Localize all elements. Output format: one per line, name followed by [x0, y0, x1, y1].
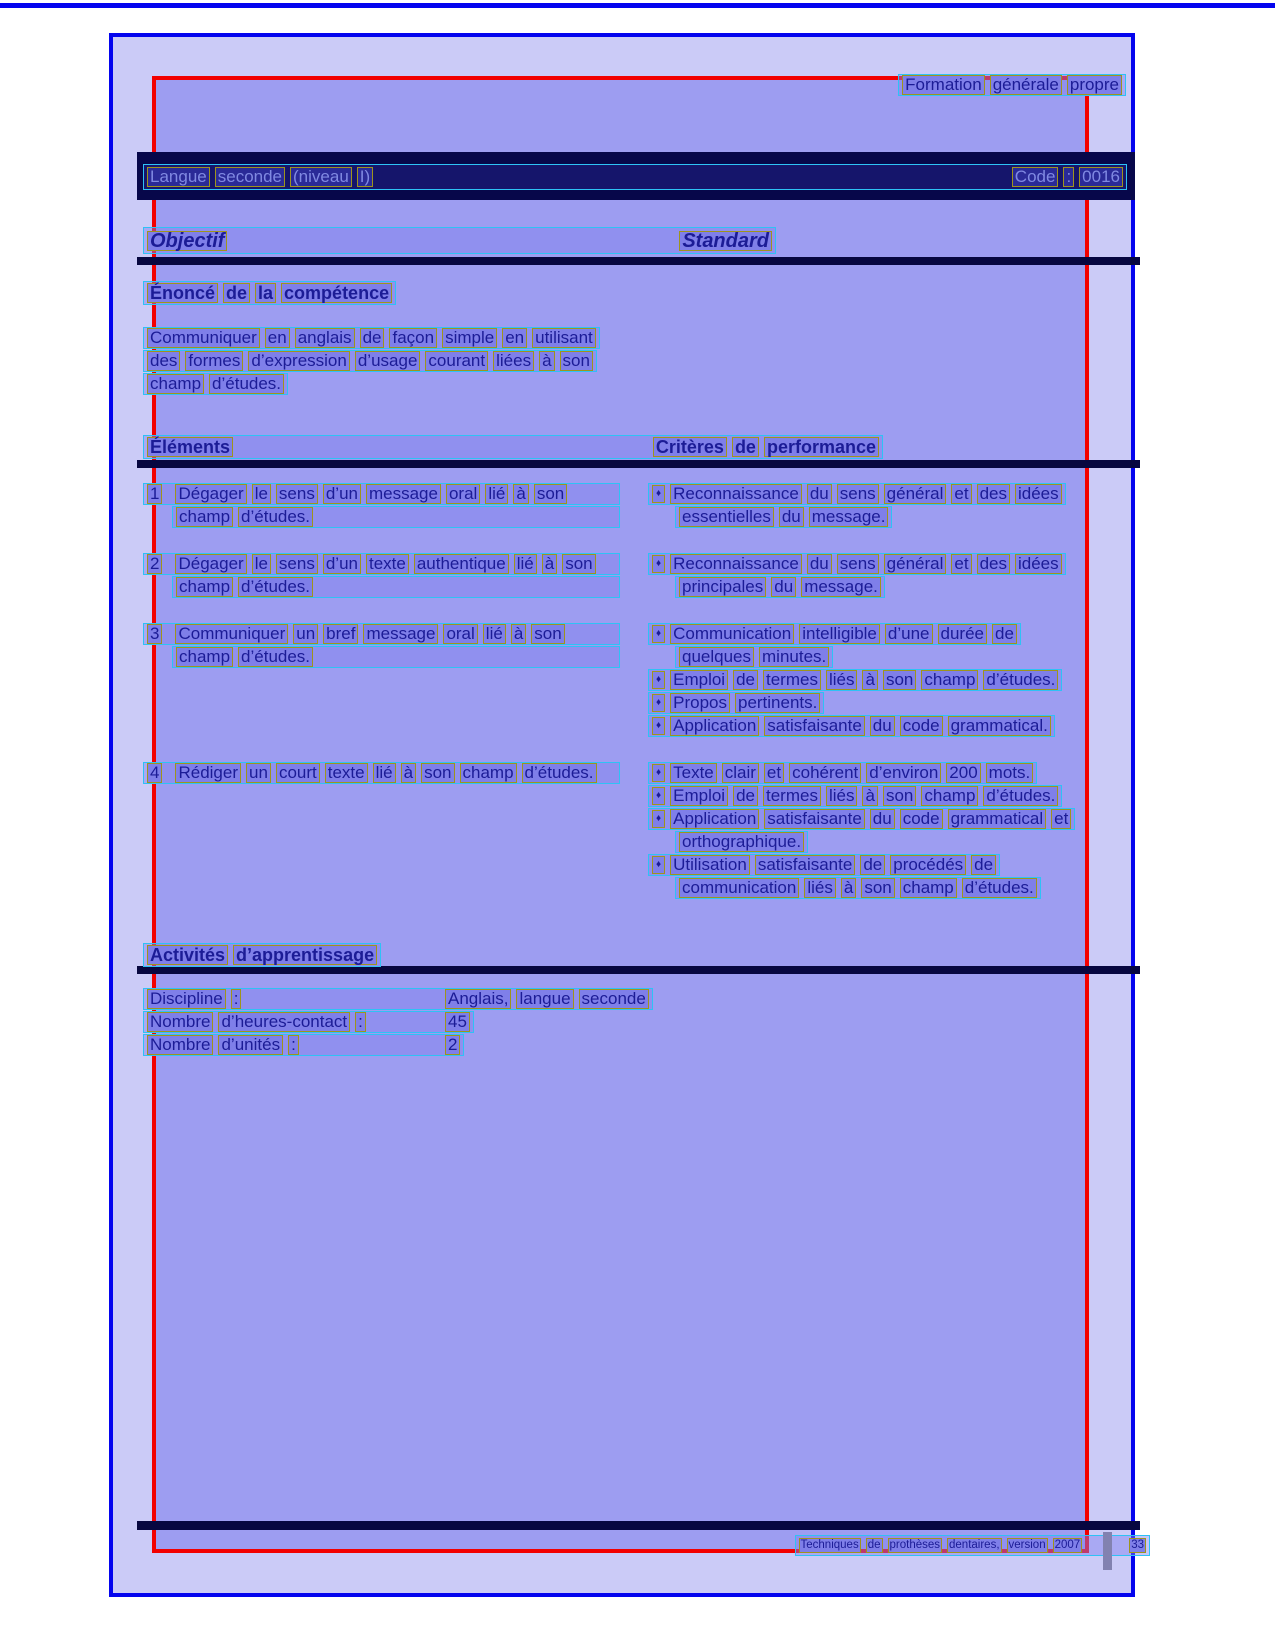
word-box: lié — [483, 624, 506, 644]
info-label — [147, 1035, 440, 1055]
word-box: simple — [442, 328, 497, 348]
word-box: le — [252, 554, 271, 574]
info-value — [445, 1035, 460, 1055]
word-box: liés — [804, 878, 836, 898]
word-box: Discipline — [147, 989, 226, 1009]
word-box: communication — [679, 878, 799, 898]
element-text — [143, 762, 648, 900]
word-box: son — [861, 878, 894, 898]
title-bar — [137, 152, 1135, 200]
word-box: Reconnaissance — [670, 554, 802, 574]
word-box: Anglais, — [445, 989, 511, 1009]
word-box: principales — [679, 577, 766, 597]
word-box: des — [977, 554, 1010, 574]
criteria-line — [648, 669, 1062, 691]
word-box: Énoncé — [147, 283, 218, 303]
word-box: un — [246, 763, 271, 783]
element-item-row — [143, 483, 1103, 529]
word-box: Communiquer — [147, 328, 260, 348]
word-box: champ — [176, 507, 233, 527]
word-box: lié — [373, 763, 396, 783]
word-box: de — [360, 328, 385, 348]
word-box: Propos — [670, 693, 730, 713]
word-box: général — [884, 484, 947, 504]
word-box: idées — [1015, 554, 1062, 574]
criteria-line — [648, 553, 1066, 575]
footer — [795, 1535, 1150, 1556]
word-box: son — [421, 763, 454, 783]
word-box: grammatical — [948, 809, 1047, 829]
word-box: court — [276, 763, 320, 783]
word-box: Activités — [147, 945, 228, 965]
word-box: satisfaisante — [764, 809, 865, 829]
word-box: d’études. — [983, 786, 1058, 806]
word-box: son — [883, 786, 916, 806]
word-box: lié — [485, 484, 508, 504]
enonce-heading — [143, 281, 396, 305]
word-box: code — [900, 809, 943, 829]
word-box: authentique — [414, 554, 509, 574]
word-box: Utilisation — [670, 855, 750, 875]
standard-header — [679, 231, 772, 251]
word-box: Application — [670, 716, 759, 736]
bullet-icon: ♦ — [652, 856, 665, 874]
word-box: à — [862, 670, 877, 690]
criteres-header — [653, 437, 879, 457]
info-row — [143, 988, 653, 1010]
word-box: bref — [323, 624, 358, 644]
criteria-line — [648, 715, 1055, 737]
word-box: Reconnaissance — [670, 484, 802, 504]
word-box: Éléments — [147, 437, 233, 457]
word-box: du — [870, 716, 895, 736]
word-box: orthographique. — [679, 832, 804, 852]
element-text — [143, 623, 648, 738]
word-box: message. — [801, 577, 881, 597]
bullet-icon: ♦ — [652, 717, 665, 735]
word-box: de — [223, 283, 250, 303]
word-box: en — [502, 328, 527, 348]
text-line — [143, 553, 620, 575]
divider-rule — [137, 460, 1140, 468]
word-box: mots. — [986, 763, 1034, 783]
word-box: un — [293, 624, 318, 644]
word-box: à — [542, 554, 557, 574]
word-box: d’une — [885, 624, 933, 644]
word-box: à — [511, 624, 526, 644]
word-box: oral — [443, 624, 477, 644]
word-box: d’études. — [522, 763, 597, 783]
info-label — [147, 1012, 440, 1032]
word-box: seconde — [579, 989, 649, 1009]
bullet-icon: ♦ — [652, 787, 665, 805]
word-box: message. — [809, 507, 889, 527]
word-box: sens — [837, 484, 879, 504]
text-line — [143, 762, 620, 784]
word-box: texte — [325, 763, 368, 783]
bullet-icon: ♦ — [652, 671, 665, 689]
word-box: son — [534, 484, 567, 504]
criteria-line — [675, 877, 1041, 899]
word-box: et — [951, 484, 971, 504]
word-box: utilisant — [532, 328, 596, 348]
elements-criteres-header-row — [143, 435, 883, 459]
word-box: en — [265, 328, 290, 348]
criteria-list — [648, 623, 1103, 738]
divider-rule — [137, 257, 1140, 265]
criteria-line — [675, 576, 885, 598]
criteria-line — [648, 692, 824, 714]
word-box: cohérent — [789, 763, 861, 783]
running-head — [898, 74, 1126, 96]
word-box: Code — [1012, 167, 1059, 187]
word-box: langue — [516, 989, 573, 1009]
word-box: termes — [763, 786, 821, 806]
bullet-icon: ♦ — [652, 485, 665, 503]
word-box: Nombre — [147, 1012, 213, 1032]
word-box: durée — [938, 624, 987, 644]
word-box: minutes. — [759, 647, 829, 667]
enonce-paragraph — [143, 327, 600, 396]
footer-source — [799, 1538, 1083, 1553]
objectif-standard-header-row — [143, 227, 776, 254]
word-box: Critères — [653, 437, 727, 457]
info-row — [143, 1034, 464, 1056]
word-box: 33 — [1131, 1539, 1144, 1551]
footer-separator-bar — [1103, 1532, 1112, 1570]
footer-rule — [137, 1521, 1140, 1530]
text-line — [143, 373, 288, 395]
word-box: texte — [366, 554, 409, 574]
word-box: code — [900, 716, 943, 736]
bullet-icon: ♦ — [652, 694, 665, 712]
word-box: Rédiger — [175, 763, 241, 783]
word-box: d’études. — [209, 374, 284, 394]
text-line — [172, 576, 620, 598]
word-box: sens — [276, 484, 318, 504]
word-box: à — [539, 351, 554, 371]
word-box: champ — [176, 647, 233, 667]
word-box: d’apprentissage — [233, 945, 377, 965]
word-box: sens — [276, 554, 318, 574]
word-box: champ — [921, 786, 978, 806]
word-box: performance — [764, 437, 879, 457]
bullet-icon: ♦ — [652, 810, 665, 828]
word-box: intelligible — [799, 624, 880, 644]
word-box: 2 — [147, 554, 162, 574]
bullet-icon: ♦ — [652, 625, 665, 643]
text-line — [143, 350, 597, 372]
word-box: Objectif — [147, 231, 227, 251]
criteria-line — [648, 854, 1000, 876]
element-text — [143, 553, 648, 599]
elements-header — [147, 437, 233, 457]
word-box: : — [288, 1035, 299, 1055]
word-box: courant — [425, 351, 488, 371]
word-box: compétence — [281, 283, 392, 303]
word-box: et — [764, 763, 784, 783]
word-box: d’un — [323, 554, 361, 574]
word-box: Communiquer — [175, 624, 288, 644]
word-box: Texte — [670, 763, 717, 783]
text-line — [143, 327, 600, 349]
word-box: de — [733, 786, 758, 806]
word-box: et — [951, 554, 971, 574]
word-box: générale — [990, 75, 1062, 95]
word-box: prothèses — [889, 1539, 941, 1551]
word-box: propre — [1067, 75, 1122, 95]
word-box: Emploi — [670, 670, 728, 690]
activites-heading — [143, 943, 381, 967]
word-box: d’expression — [248, 351, 349, 371]
word-box: d’unités — [218, 1035, 283, 1055]
word-box: Dégager — [175, 554, 246, 574]
code-label — [1012, 167, 1074, 187]
element-item-row — [143, 623, 1103, 738]
word-box: seconde — [215, 167, 285, 187]
bullet-icon: ♦ — [652, 555, 665, 573]
word-box: Standard — [679, 231, 772, 251]
word-box: 0016 — [1079, 167, 1123, 187]
criteria-line — [675, 831, 808, 853]
word-box: : — [355, 1012, 366, 1032]
word-box: liés — [826, 786, 858, 806]
element-item-row — [143, 762, 1103, 900]
word-box: Application — [670, 809, 759, 829]
word-box: et — [1051, 809, 1071, 829]
word-box: du — [779, 507, 804, 527]
criteria-list — [648, 762, 1103, 900]
criteria-list — [648, 483, 1103, 529]
word-box: champ — [147, 374, 204, 394]
word-box: champ — [176, 577, 233, 597]
word-box: à — [513, 484, 528, 504]
course-info-rows — [143, 988, 653, 1057]
title-bar-line — [143, 164, 1127, 190]
word-box: son — [562, 554, 595, 574]
word-box: lié — [514, 554, 537, 574]
word-box: Communication — [670, 624, 794, 644]
word-box: d’environ — [866, 763, 941, 783]
word-box: à — [841, 878, 856, 898]
word-box: la — [255, 283, 276, 303]
objectif-header — [147, 231, 227, 251]
word-box: oral — [446, 484, 480, 504]
word-box: de — [992, 624, 1017, 644]
word-box: grammatical. — [948, 716, 1051, 736]
criteria-list — [648, 553, 1103, 599]
word-box: à — [401, 763, 416, 783]
word-box: d’heures-contact — [218, 1012, 350, 1032]
word-box: façon — [389, 328, 437, 348]
top-border-line — [0, 3, 1275, 8]
elements-grid — [143, 483, 1103, 924]
text-line — [172, 506, 620, 528]
word-box: Emploi — [670, 786, 728, 806]
word-box: message — [363, 624, 438, 644]
word-box: 4 — [147, 763, 162, 783]
word-box: version — [1008, 1539, 1046, 1551]
word-box: du — [807, 484, 832, 504]
word-box: Langue — [147, 167, 210, 187]
word-box: d’études. — [983, 670, 1058, 690]
word-box: (niveau — [290, 167, 352, 187]
word-box: son — [560, 351, 593, 371]
code-value — [1079, 167, 1123, 187]
criteria-line — [675, 646, 833, 668]
word-box: sens — [837, 554, 879, 574]
criteria-line — [648, 785, 1062, 807]
word-box: : — [1063, 167, 1074, 187]
word-box: le — [252, 484, 271, 504]
word-box: pertinents. — [735, 693, 820, 713]
word-box: du — [771, 577, 796, 597]
word-box: d’études. — [238, 507, 313, 527]
word-box: de — [732, 437, 759, 457]
word-box: de — [971, 855, 996, 875]
word-box: satisfaisante — [755, 855, 856, 875]
word-box: d’usage — [355, 351, 421, 371]
word-box: champ — [460, 763, 517, 783]
word-box: d’études. — [238, 647, 313, 667]
word-box: Techniques — [800, 1539, 859, 1551]
divider-rule — [137, 966, 1140, 974]
word-box: du — [807, 554, 832, 574]
word-box: 200 — [946, 763, 980, 783]
footer-page-number — [1129, 1538, 1146, 1553]
word-box: 1 — [147, 484, 162, 504]
text-line — [143, 623, 620, 645]
word-box: du — [870, 809, 895, 829]
criteria-line — [648, 483, 1066, 505]
word-box: Formation — [902, 75, 985, 95]
info-value — [445, 1012, 470, 1032]
text-line — [143, 483, 620, 505]
word-box: des — [147, 351, 180, 371]
info-label — [147, 989, 440, 1009]
criteria-line — [648, 762, 1037, 784]
word-box: quelques — [679, 647, 754, 667]
word-box: 2 — [445, 1035, 460, 1055]
word-box: dentaires, — [949, 1539, 1000, 1551]
text-line — [172, 646, 620, 668]
word-box: procédés — [890, 855, 966, 875]
info-value — [445, 989, 649, 1009]
element-text — [143, 483, 648, 529]
word-box: Nombre — [147, 1035, 213, 1055]
word-box: clair — [722, 763, 759, 783]
criteria-line — [675, 506, 892, 528]
word-box: de — [867, 1539, 881, 1551]
info-row — [143, 1011, 474, 1033]
criteria-line — [648, 623, 1021, 645]
word-box: son — [531, 624, 564, 644]
course-title — [147, 167, 373, 187]
word-box: à — [862, 786, 877, 806]
word-box: son — [883, 670, 916, 690]
word-box: de — [733, 670, 758, 690]
word-box: essentielles — [679, 507, 774, 527]
word-box: d’études. — [238, 577, 313, 597]
word-box: champ — [900, 878, 957, 898]
word-box: termes — [763, 670, 821, 690]
word-box: liés — [826, 670, 858, 690]
word-box: des — [977, 484, 1010, 504]
word-box: champ — [921, 670, 978, 690]
word-box: 45 — [445, 1012, 470, 1032]
course-code — [1012, 167, 1123, 187]
word-box: idées — [1015, 484, 1062, 504]
word-box: Dégager — [175, 484, 246, 504]
word-box: général — [884, 554, 947, 574]
word-box: 3 — [147, 624, 162, 644]
word-box: de — [860, 855, 885, 875]
criteria-line — [648, 808, 1075, 830]
word-box: formes — [185, 351, 243, 371]
bullet-icon: ♦ — [652, 764, 665, 782]
element-item-row — [143, 553, 1103, 599]
word-box: message — [366, 484, 441, 504]
word-box: d’un — [323, 484, 361, 504]
word-box: : — [231, 989, 242, 1009]
word-box: I) — [357, 167, 373, 187]
word-box: 2007 — [1054, 1539, 1081, 1551]
word-box: anglais — [295, 328, 355, 348]
word-box: liées — [493, 351, 534, 371]
word-box: satisfaisante — [764, 716, 865, 736]
word-box: d’études. — [962, 878, 1037, 898]
